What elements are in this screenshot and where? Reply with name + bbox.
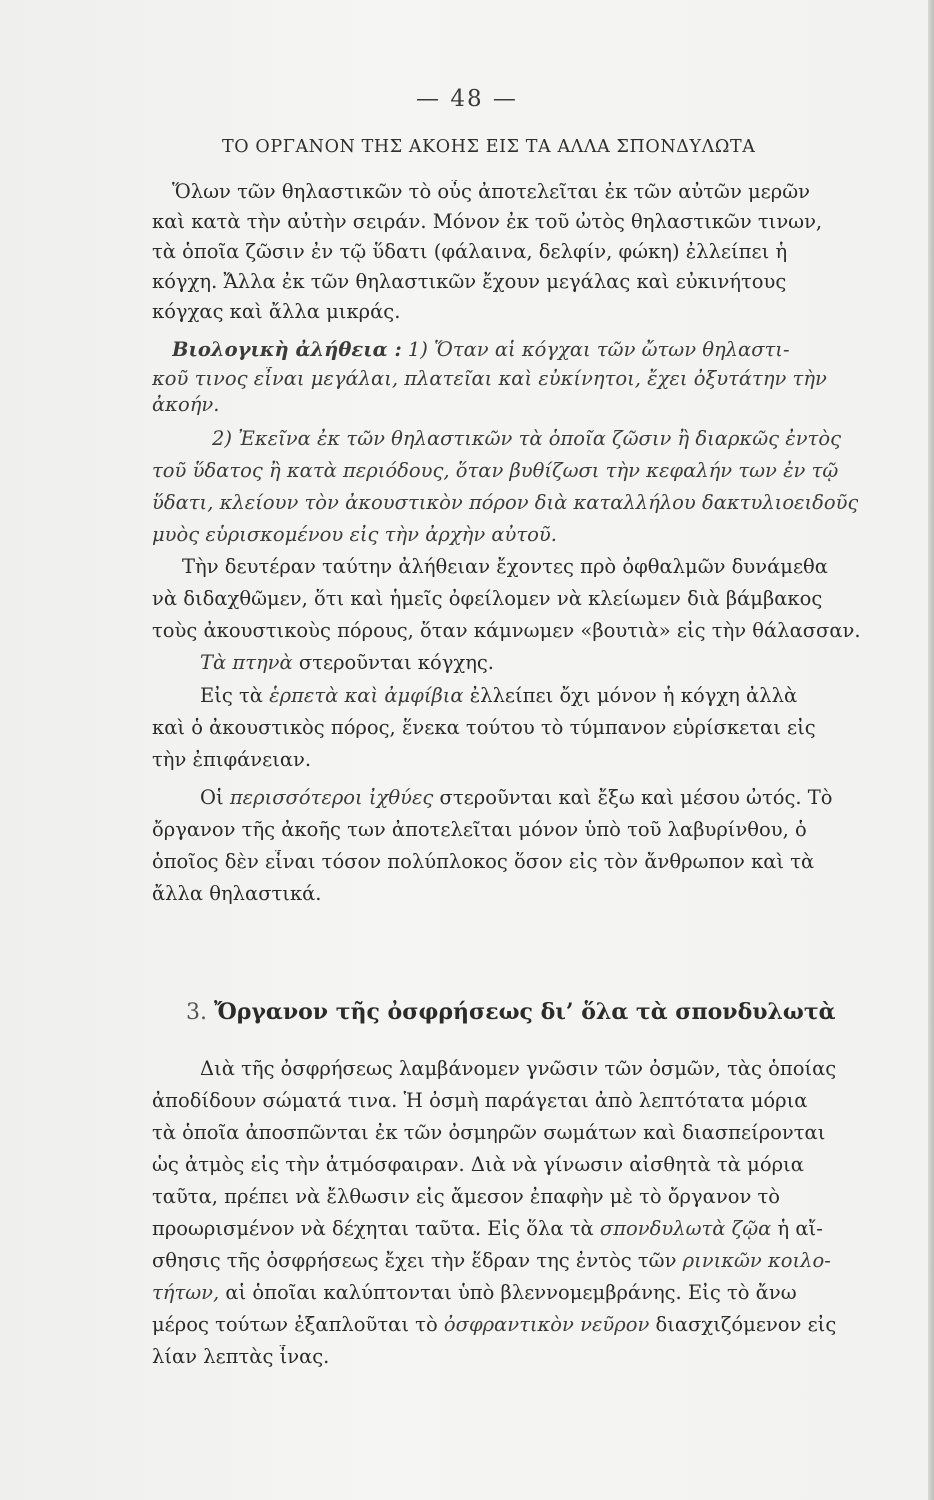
text-line: τὰ ὁποῖα ζῶσιν ἐν τῷ ὕδατι (φάλαινα, δελφίν, φώκη) ἐλλείπει ἡ [152,240,788,263]
text-line: τοὺς ἀκουστικοὺς πόρους, ὅταν κάμνωμεν «βουτιὰ» εἰς τὴν θάλασσαν. [152,619,861,642]
text-line: 2) Ἐκεῖνα ἐκ τῶν θηλαστικῶν τὰ ὁποῖα ζῶσιν ἢ διαρκῶς ἐντὸς [212,427,842,450]
text-line [200,786,833,810]
text-line [152,1281,797,1305]
text-span: 1) Ὅταν αἱ κόγχαι τῶν ὤτων θηλαστι- [401,338,790,361]
text-span: ἐλλείπει ὄχι μόνον ἡ κόγχη ἀλλὰ [463,684,798,707]
text-span: ὀσφραντικὸν νεῦρον [443,1313,650,1336]
text-span: στεροῦνται καὶ ἔξω καὶ μέσου ὠτός. Τὸ [433,786,833,809]
text-line: Τὴν δευτέραν ταύτην ἀλήθειαν ἔχοντες πρὸ ὀφθαλμῶν δυνάμεθα [182,555,828,578]
text-line: λίαν λεπτὰς ἶνας. [152,1345,330,1368]
text-span: σθησις τῆς ὀσφρήσεως ἔχει τὴν ἕδραν της ἐντὸς τῶν [152,1249,683,1272]
text-line [172,338,790,362]
text-line: τὰ ὁποῖα ἀποσπῶνται ἐκ τῶν ὀσμηρῶν σωμάτων καὶ διασπείρονται [152,1121,826,1144]
text-line: μυὸς εὑρισκομένου εἰς τὴν ἀρχὴν αὐτοῦ. [152,523,557,546]
text-line [200,684,797,708]
text-line [152,1313,836,1337]
text-line: καὶ κατὰ τὴν αὐτὴν σειράν. Μόνον ἐκ τοῦ ὠτὸς θηλαστικῶν τινων, [152,210,823,233]
text-line: τὴν ἐπιφάνειαν. [152,748,312,771]
text-span: περισσότεροι ἰχθύες [229,786,434,809]
text-line: ὄργανον τῆς ἀκοῆς των ἀποτελεῖται μόνον ὑπὸ τοῦ λαβυρίνθου, ὁ [152,818,807,841]
text-line [152,1217,823,1241]
text-span: ρινικῶν κοιλο- [682,1249,831,1272]
bio-label: Βιολογικὴ ἀλήθεια : [172,338,402,361]
section-heading: ΤΟ ΟΡΓΑΝΟΝ ΤΗΣ ΑΚΟΗΣ ΕΙΣ ΤΑ ΑΛΛΑ ΣΠΟΝΔΥΛΩΤΑ [222,137,756,157]
text-line: ὁποῖος δὲν εἶναι τόσον πολύπλοκος ὅσον εἰς τὸν ἄνθρωπον καὶ τὰ [152,850,815,873]
section-number: 3. [186,1000,207,1025]
section-title: Ὄργανον τῆς ὀσφρήσεως δι’ ὅλα τὰ σπονδυλωτὰ [214,1000,836,1025]
text-span: Οἱ [200,786,230,809]
text-span: Εἰς τὰ [200,684,270,707]
text-line: τοῦ ὕδατος ἢ κατὰ περιόδους, ὅταν βυθίζωσι τὴν κεφαλήν των ἐν τῷ [152,459,839,482]
page-number: — 48 — [416,86,518,112]
text-line [152,1249,831,1273]
text-line: ταῦτα, πρέπει νὰ ἔλθωσιν εἰς ἄμεσον ἐπαφὴν μὲ τὸ ὄργανον τὸ [152,1185,781,1208]
text-line: Διὰ τῆς ὀσφρήσεως λαμβάνομεν γνῶσιν τῶν ὀσμῶν, τὰς ὁποίας [200,1057,837,1080]
section-3-heading [186,1000,836,1025]
text-line: κόγχη. Ἄλλα ἐκ τῶν θηλαστικῶν ἔχουν μεγάλας καὶ εὐκινήτους [152,270,787,293]
text-span: διασχιζόμενον εἰς [649,1313,837,1336]
text-line: ἀκοήν. [152,393,220,416]
text-line: ἄλλα θηλαστικά. [152,882,322,905]
text-line: ὕδατι, κλείουν τὸν ἀκουστικὸν πόρον διὰ καταλλήλου δακτυλιοειδοῦς [152,491,859,514]
text-line: κόγχας καὶ ἄλλα μικράς. [152,300,401,323]
text-line: καὶ ὁ ἀκουστικὸς πόρος, ἕνεκα τούτου τὸ τύμπανον εὑρίσκεται εἰς [152,716,816,739]
text-span: αἱ ὁποῖαι καλύπτονται ὑπὸ βλεννομεμβράνης. Εἰς τὸ ἄνω [219,1281,797,1304]
text-line: ὡς ἀτμὸς εἰς τὴν ἀτμόσφαιραν. Διὰ νὰ γίνωσιν αἰσθητὰ τὰ μόρια [152,1153,804,1176]
text-line [200,651,494,675]
text-line: ἀποδίδουν σώματά τινα. Ἡ ὀσμὴ παράγεται ἀπὸ λεπτότατα μόρια [152,1089,808,1112]
text-span: ἡ αἴ- [771,1217,823,1240]
text-line: νὰ διδαχθῶμεν, ὅτι καὶ ἡμεῖς ὀφείλομεν νὰ κλείωμεν διὰ βάμβακος [152,587,823,610]
text-span: σπονδυλωτὰ ζῷα [599,1217,772,1240]
text-line: κοῦ τινος εἶναι μεγάλαι, πλατεῖαι καὶ εὐκίνητοι, ἔχει ὀξυτάτην τὴν [152,367,827,390]
text-span: τήτων, [152,1281,220,1304]
text-span: μέρος τούτων ἐξαπλοῦται τὸ [152,1313,444,1336]
text-span: προωρισμένον νὰ δέχηται ταῦτα. Εἰς ὅλα τὰ [152,1217,600,1240]
text-span: στεροῦνται κόγχης. [292,651,495,674]
text-line: Ὅλων τῶν θηλαστικῶν τὸ οὖς ἀποτελεῖται ἐκ τῶν αὐτῶν μερῶν [172,180,810,203]
text-span: Τὰ πτηνὰ [200,651,293,674]
text-span: ἑρπετὰ καὶ ἀμφίβια [269,684,464,707]
